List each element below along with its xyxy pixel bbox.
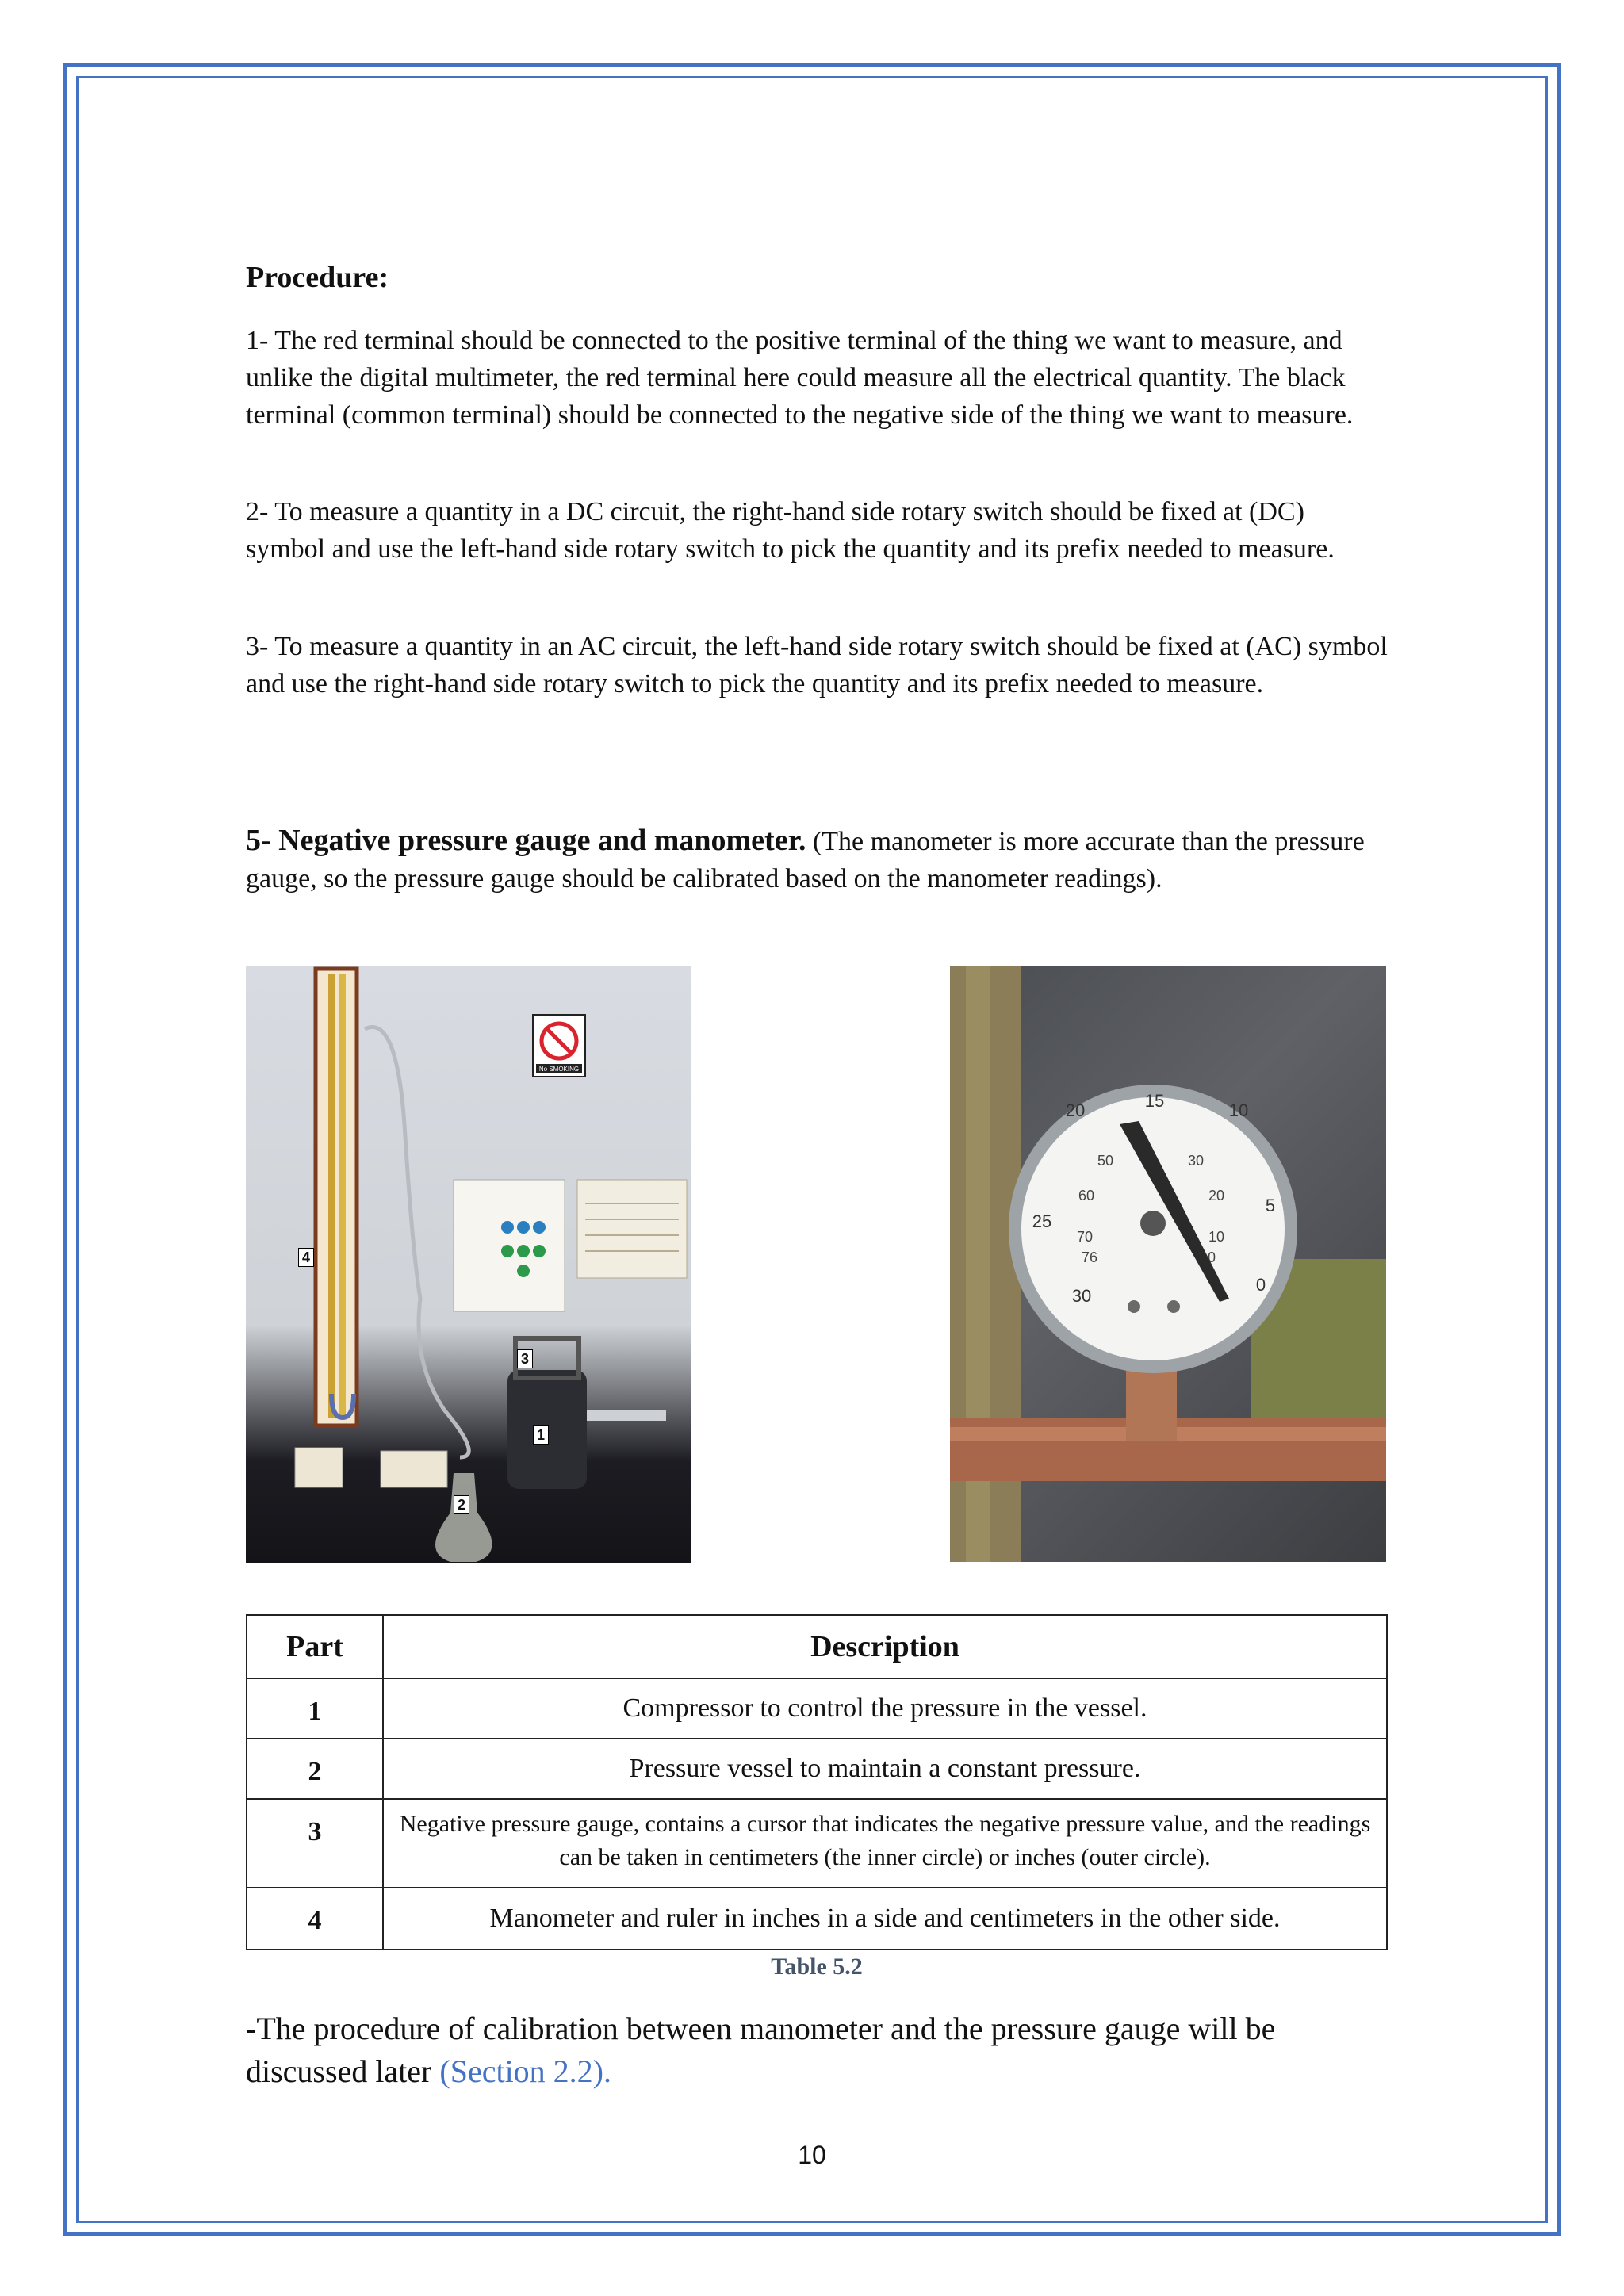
closing-paragraph bbox=[246, 2007, 1388, 2093]
table-row bbox=[247, 1888, 1387, 1950]
section-5-heading: 5- Negative pressure gauge and manometer. bbox=[246, 824, 806, 857]
gauge-inner-label-30: 30 bbox=[1187, 1153, 1205, 1169]
no-smoking-sign-text: No SMOKING bbox=[538, 1066, 580, 1073]
table-header-row bbox=[247, 1615, 1387, 1678]
manometer-setup-photo bbox=[246, 966, 691, 1563]
gauge-inner-label-50: 50 bbox=[1097, 1153, 1114, 1169]
gauge-outer-label-10: 10 bbox=[1228, 1100, 1249, 1120]
table-row bbox=[247, 1739, 1387, 1799]
gauge-inner-label-70: 70 bbox=[1076, 1229, 1094, 1245]
table-cell-description: Manometer and ruler in inches in a side and centimeters in the other side. bbox=[383, 1888, 1387, 1950]
gauge-outer-label-30: 30 bbox=[1071, 1286, 1092, 1306]
table-cell-description: Negative pressure gauge, contains a cursor that indicates the negative pressure value, and the readings can be taken in centimeters (the inner circle) or inches (outer circle). bbox=[383, 1799, 1387, 1888]
gauge-outer-label-20: 20 bbox=[1065, 1100, 1086, 1120]
table-caption: Table 5.2 bbox=[771, 1954, 863, 1980]
procedure-step-1: 1- The red terminal should be connected to the positive terminal of the thing we want to measure, and unlike the digital multimeter, the red terminal here could measure all the electrical quantity. The black terminal (common terminal) should be connected to the negative side of the thing we want to measure. bbox=[246, 326, 1354, 430]
gauge-inner-label-0: 0 bbox=[1207, 1249, 1216, 1265]
table-cell-part: 1 bbox=[247, 1678, 383, 1739]
table-cell-part: 3 bbox=[247, 1799, 383, 1888]
section-5-paragraph bbox=[246, 822, 1388, 897]
gauge-inner-label-10: 10 bbox=[1208, 1229, 1225, 1245]
gauge-outer-label-0: 0 bbox=[1255, 1275, 1266, 1295]
pressure-gauge-illustration bbox=[950, 966, 1386, 1562]
table-header-part: Part bbox=[247, 1615, 383, 1678]
procedure-heading: Procedure: bbox=[246, 261, 389, 294]
table-header-description: Description bbox=[383, 1615, 1387, 1678]
table-cell-part: 4 bbox=[247, 1888, 383, 1950]
part-label-3: 3 bbox=[517, 1349, 533, 1368]
gauge-outer-label-25: 25 bbox=[1032, 1211, 1052, 1231]
table-cell-description: Pressure vessel to maintain a constant pressure. bbox=[383, 1739, 1387, 1799]
page-number: 10 bbox=[798, 2141, 826, 2169]
gauge-inner-label-76: 76 bbox=[1081, 1249, 1098, 1265]
table-cell-description: Compressor to control the pressure in the vessel. bbox=[383, 1678, 1387, 1739]
gauge-inner-label-20: 20 bbox=[1208, 1188, 1225, 1203]
part-label-1: 1 bbox=[533, 1425, 549, 1445]
procedure-step-2: 2- To measure a quantity in a DC circuit, the right-hand side rotary switch should be fixed at (DC) symbol and use the left-hand side rotary switch to pick the quantity and its prefix needed to measure. bbox=[246, 497, 1335, 564]
gauge-outer-label-15: 15 bbox=[1144, 1091, 1165, 1111]
section-5-note: (The manometer is more accurate than the pressure gauge, so the pressure gauge should be calibrated based on the manometer readings). bbox=[246, 827, 1365, 894]
table-row bbox=[247, 1678, 1387, 1739]
table-row bbox=[247, 1799, 1387, 1888]
table-cell-part: 2 bbox=[247, 1739, 383, 1799]
gauge-outer-label-5: 5 bbox=[1265, 1196, 1276, 1215]
parts-table bbox=[246, 1614, 1388, 1950]
gauge-inner-label-60: 60 bbox=[1078, 1188, 1095, 1203]
closing-text: -The procedure of calibration between manometer and the pressure gauge will be discussed later bbox=[246, 2011, 1276, 2089]
procedure-step-3: 3- To measure a quantity in an AC circuit, the left-hand side rotary switch should be fixed at (AC) symbol and use the right-hand side rotary switch to pick the quantity and its prefix needed to measure. bbox=[246, 632, 1388, 698]
part-label-4: 4 bbox=[298, 1248, 314, 1267]
part-label-2: 2 bbox=[454, 1495, 469, 1514]
pressure-gauge-photo bbox=[950, 966, 1386, 1562]
section-reference-link[interactable]: (Section 2.2). bbox=[439, 2053, 611, 2089]
